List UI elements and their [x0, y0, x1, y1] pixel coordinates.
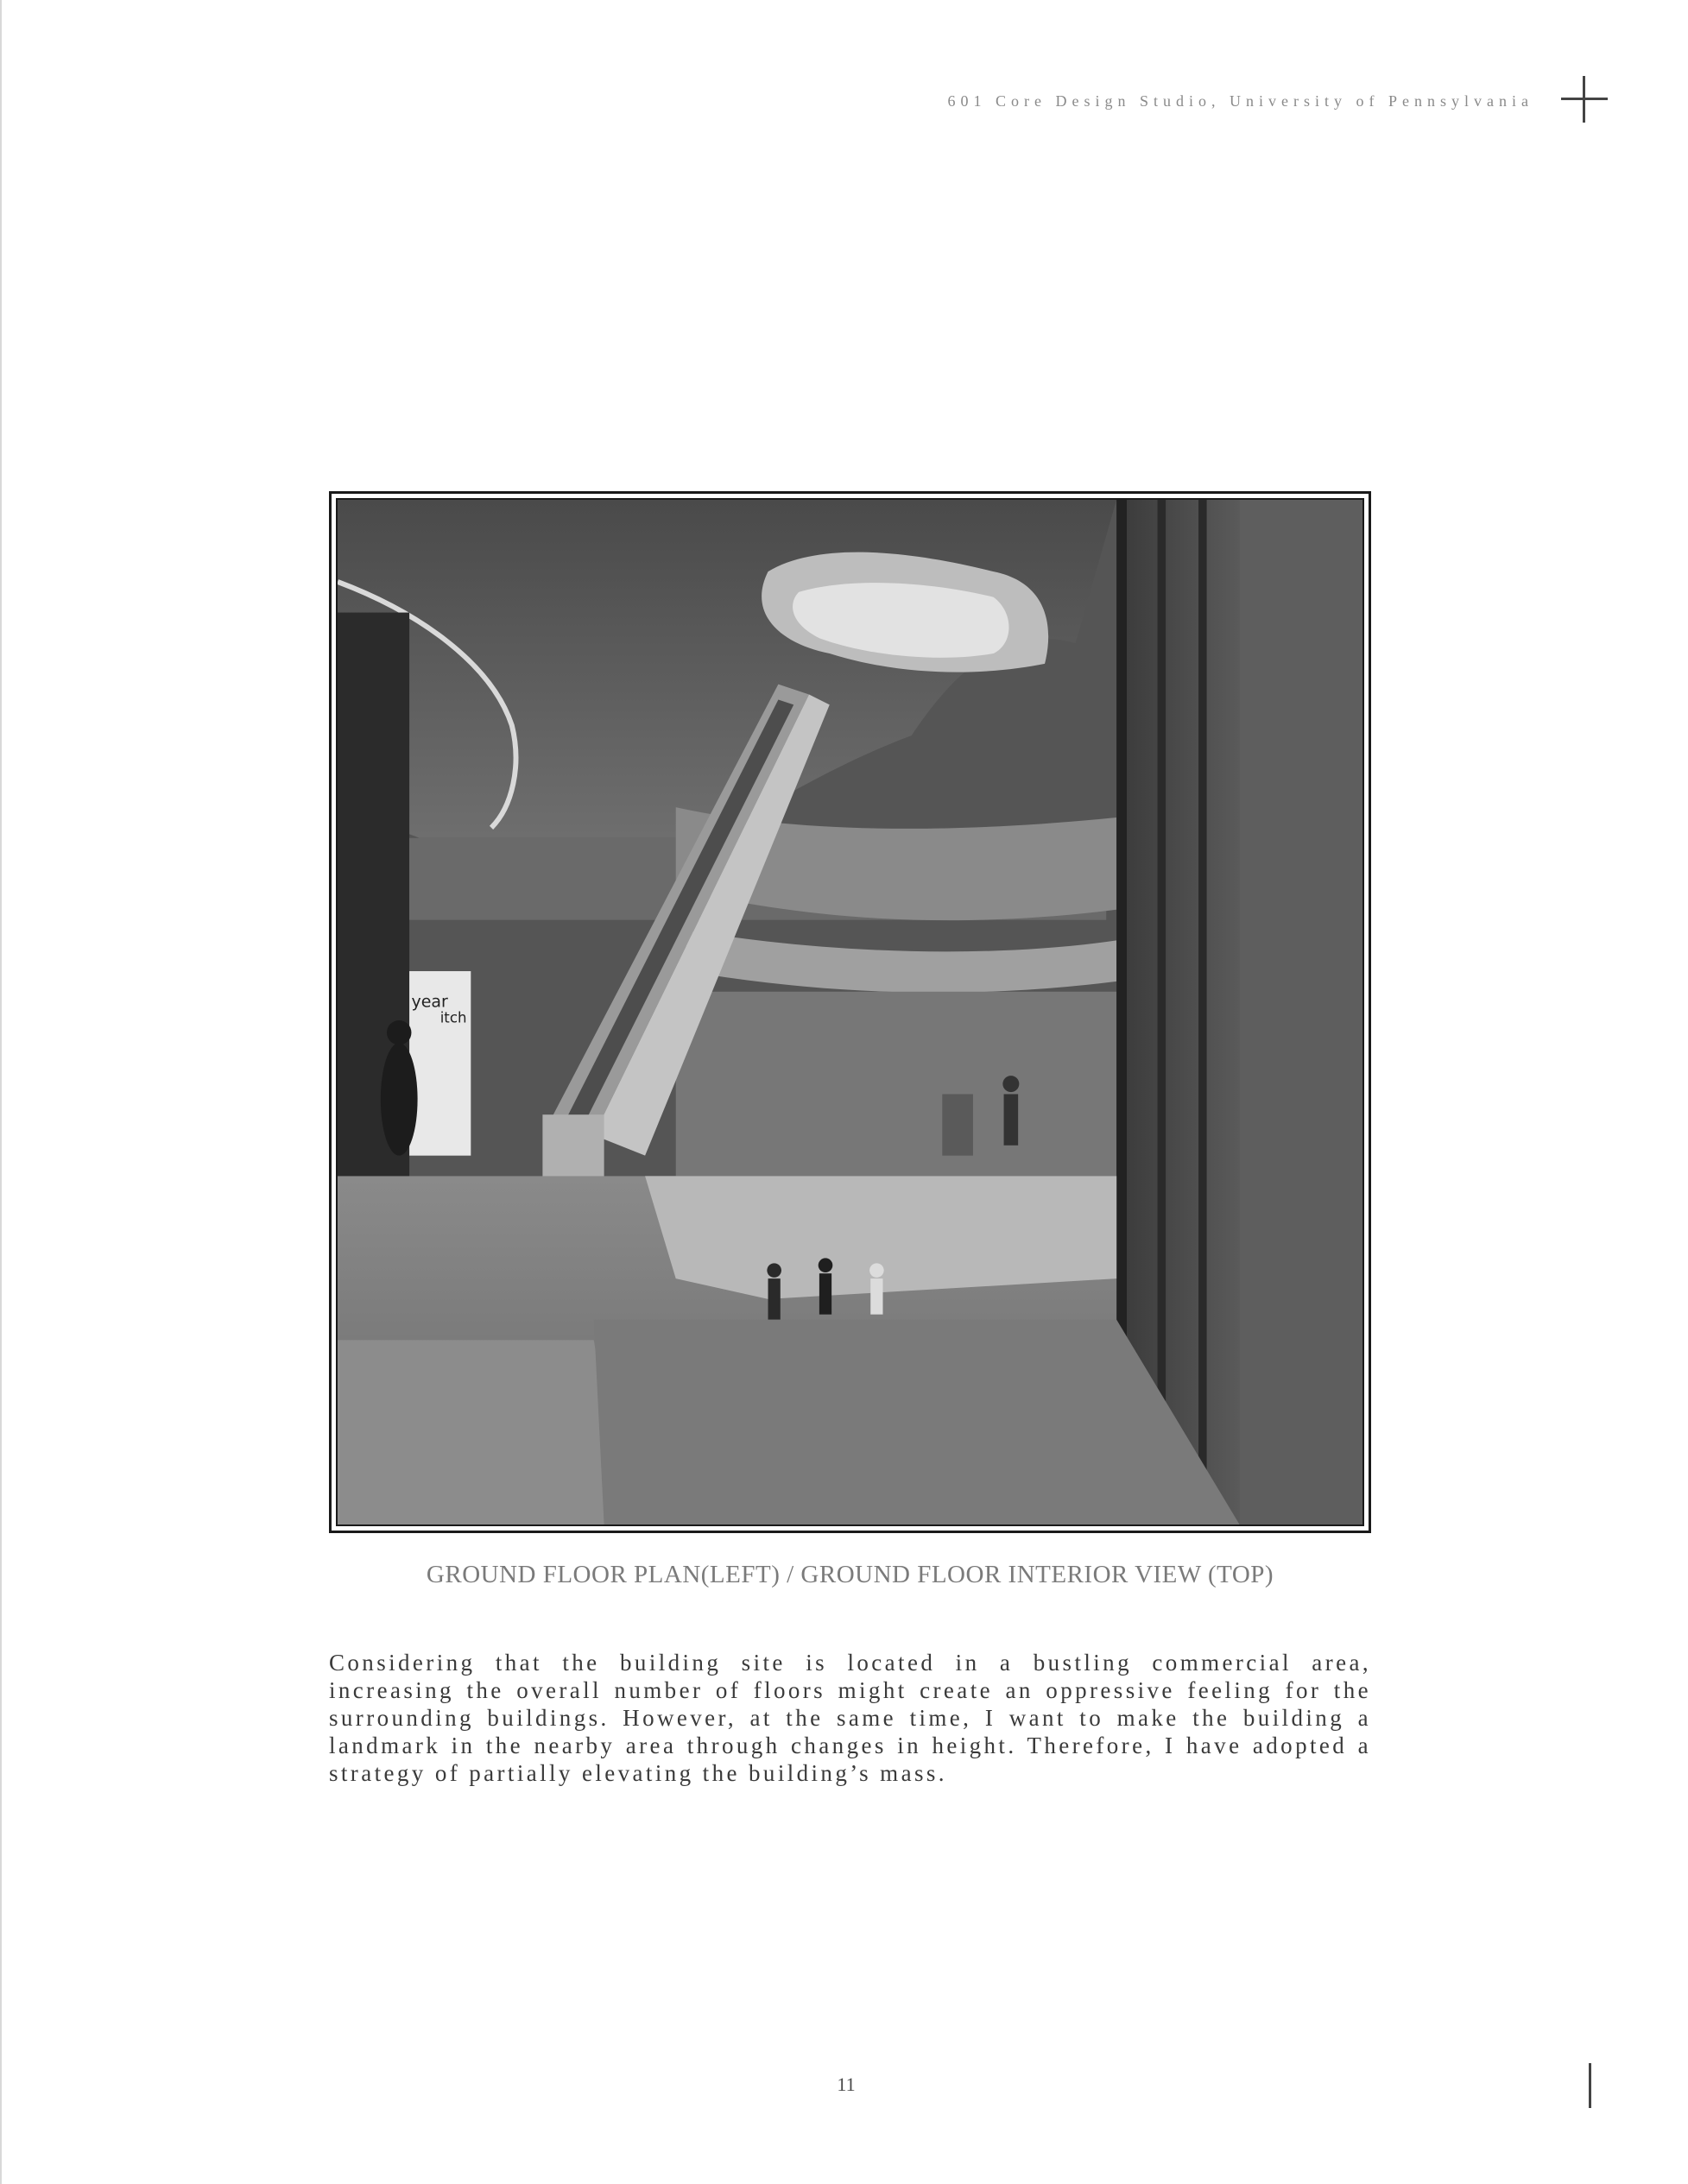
page-edge-line — [0, 0, 2, 2184]
interior-render-image — [336, 498, 1364, 1526]
poster-word-itch: itch — [439, 1009, 467, 1026]
architectural-interior-render-icon — [338, 500, 1362, 1524]
studio-credit: 601 Core Design Studio, University of Pennsylvania — [947, 92, 1533, 110]
corner-mark-icon — [1589, 2063, 1591, 2108]
interior-render-frame — [329, 491, 1371, 1533]
body-paragraph: Considering that the building site is located in a bustling commercial area, increasing the overall number of floors might create an oppressive feeling for the surrounding buildings. However, at the same time, I want to make the building a landmark in the nearby area through changes in height. Therefore, I have adopted a strategy of partially elevating the building’s mass. — [329, 1650, 1371, 1786]
plus-mark-icon — [1561, 76, 1608, 123]
page-number: 11 — [837, 2074, 856, 2095]
poster-word-year: year — [411, 992, 448, 1012]
figure-caption: GROUND FLOOR PLAN(LEFT) / GROUND FLOOR INTERIOR VIEW (TOP) — [426, 1561, 1274, 1588]
